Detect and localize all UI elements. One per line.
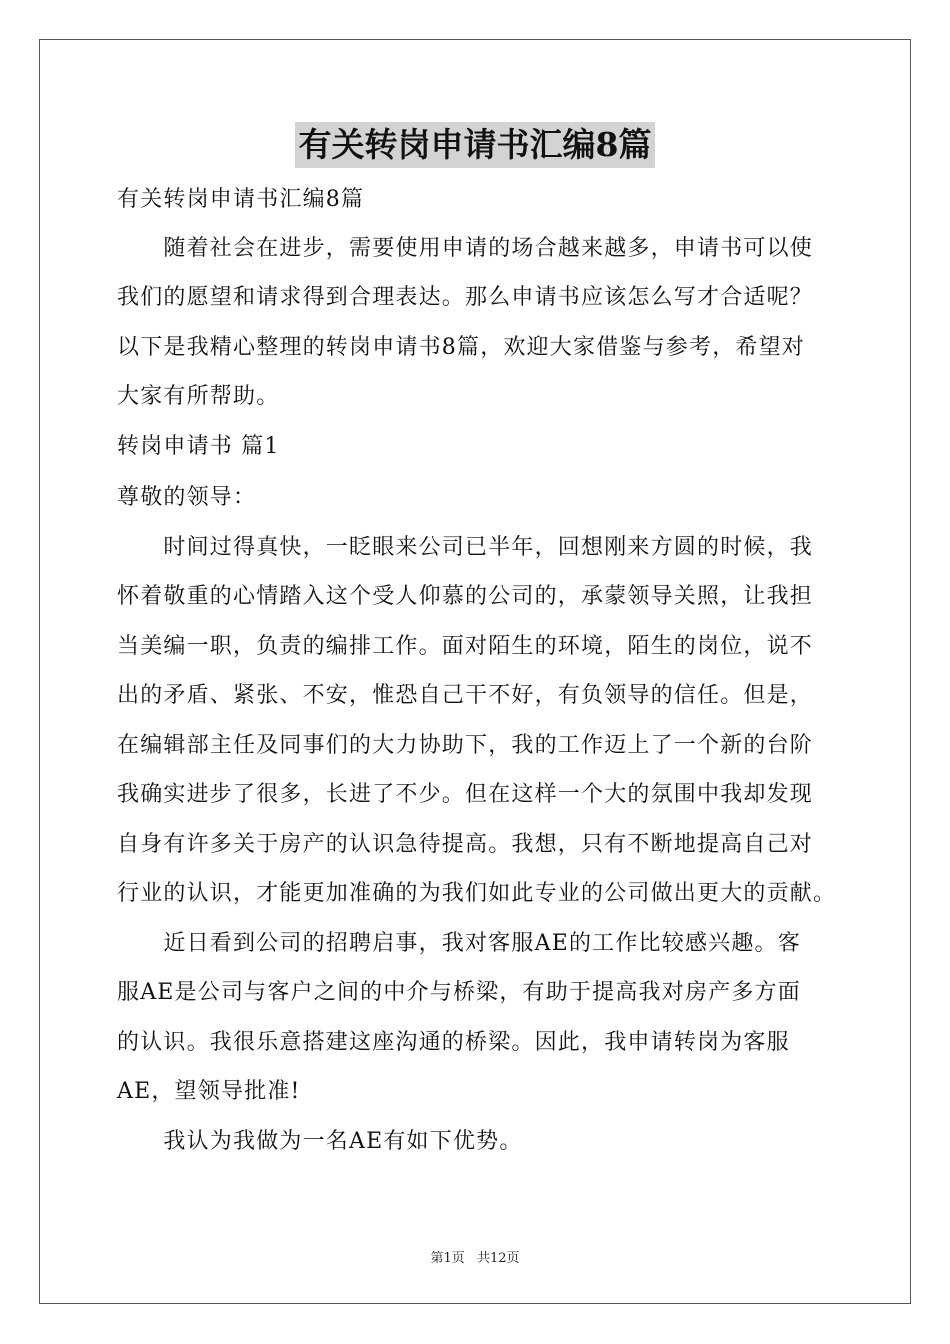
document-title-text: 有关转岗申请书汇编8篇 [295, 122, 656, 168]
paragraph-line: 当美编一职，负责的编排工作。面对陌生的环境，陌生的岗位，说不 [117, 634, 814, 659]
page-footer [0, 1247, 950, 1266]
paragraph-line: 我们的愿望和请求得到合理表达。那么申请书应该怎么写才合适呢？ [117, 285, 814, 310]
paragraph-line: 以下是我精心整理的转岗申请书8篇，欢迎大家借鉴与参考，希望对 [117, 335, 805, 360]
page-border [39, 39, 911, 1304]
section-heading: 转岗申请书 篇1 [117, 434, 280, 459]
paragraph-line: 出的矛盾、紧张、不安，惟恐自己干不好，有负领导的信任。但是， [117, 683, 814, 708]
paragraph-line: 服AE是公司与客户之间的中介与桥梁，有助于提高我对房产多方面 [117, 980, 801, 1005]
paragraph-line: 我认为我做为一名AE有如下优势。 [117, 1129, 523, 1154]
paragraph-line: 的认识。我很乐意搭建这座沟通的桥梁。因此，我申请转岗为客服 [117, 1030, 790, 1055]
page-total: 共12页 [476, 1251, 520, 1266]
paragraph-line: 我确实进步了很多，长进了不少。但在这样一个大的氛围中我却发现 [117, 782, 814, 807]
page-number: 第1页 [430, 1251, 465, 1266]
document-title [0, 122, 950, 172]
paragraph-line: 随着社会在进步，需要使用申请的场合越来越多，申请书可以使 [117, 236, 814, 261]
paragraph-line: 近日看到公司的招聘启事，我对客服AE的工作比较感兴趣。客 [117, 931, 801, 956]
paragraph-line: 大家有所帮助。 [117, 384, 280, 409]
paragraph-line: 怀着敬重的心情踏入这个受人仰慕的公司的，承蒙领导关照，让我担 [117, 584, 814, 609]
paragraph-line: 时间过得真快，一眨眼来公司已半年，回想刚来方圆的时候，我 [117, 535, 814, 560]
paragraph-line: 在编辑部主任及同事们的大力协助下，我的工作迈上了一个新的台阶 [117, 733, 814, 758]
paragraph-line: 行业的认识，才能更加准确的为我们如此专业的公司做出更大的贡献。 [117, 881, 837, 906]
subtitle-line: 有关转岗申请书汇编8篇 [117, 187, 365, 212]
salutation: 尊敬的领导： [117, 485, 257, 510]
paragraph-line: 自身有许多关于房产的认识急待提高。我想，只有不断地提高自己对 [117, 832, 814, 857]
paragraph-line: AE，望领导批准! [117, 1079, 301, 1104]
